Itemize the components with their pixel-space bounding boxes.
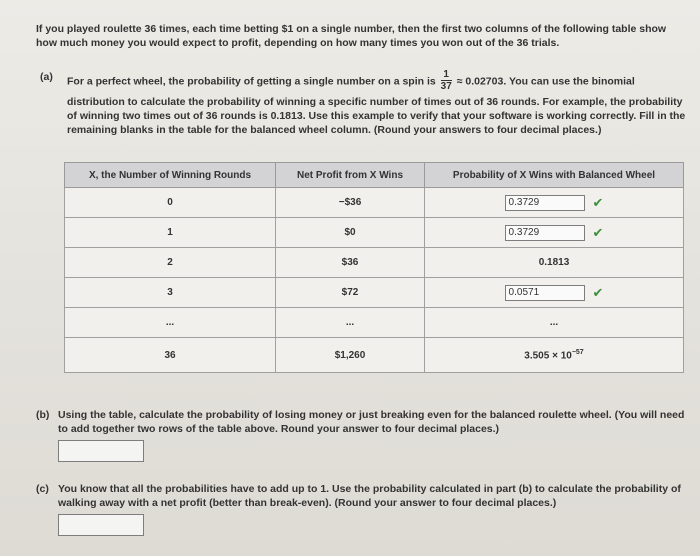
part-a-prefix: For a perfect wheel, the probability of getting a single number on a spin is — [67, 75, 436, 88]
cell-prob — [425, 278, 684, 308]
prob-answer-input-x1[interactable] — [505, 225, 585, 241]
probability-fraction — [441, 69, 452, 92]
correct-check-icon: ✔ — [592, 194, 604, 210]
part-c-answer-input[interactable] — [58, 514, 144, 536]
part-b-answer-input[interactable] — [58, 440, 144, 462]
correct-check-icon: ✔ — [592, 284, 604, 300]
table-row — [65, 188, 684, 218]
intro-text: If you played roulette 36 times, each time betting $1 on a single number, then the first two columns of the following table show how much money you would expect to profit, depending on how many times you won out of the 36 trials. — [36, 23, 667, 49]
cell-x: 3 — [65, 278, 276, 308]
cell-x: 2 — [65, 248, 276, 278]
cell-prob — [425, 338, 684, 373]
cell-x: 1 — [65, 218, 276, 248]
table-row — [65, 278, 684, 308]
prob-answer-input-x0[interactable] — [505, 195, 585, 211]
cell-profit: ... — [276, 308, 425, 338]
header-winning-rounds: X, the Number of Winning Rounds — [65, 163, 276, 188]
fraction-numerator: 1 — [441, 69, 452, 81]
part-b-question: Using the table, calculate the probability of losing money or just breaking even for the balanced roulette wheel. (You will need to add together two rows of the table above. Round your answer to four decimal places.) — [58, 409, 685, 435]
part-a-first-line — [67, 70, 635, 93]
table-row — [65, 248, 684, 278]
cell-x: 0 — [65, 188, 276, 218]
part-c-question: You know that all the probabilities have to add up to 1. Use the probability calculated in part (b) to calculate the probability of walking away with a net profit (better than break-even). (Round your answer to four decimal places.) — [58, 483, 681, 509]
part-b-label: (b) — [36, 409, 50, 421]
cell-prob: 0.1813 — [425, 248, 684, 278]
cell-profit: $36 — [276, 248, 425, 278]
part-c — [36, 482, 686, 510]
part-a-instructions: distribution to calculate the probability of winning a specific number of times out of 36 rounds. For example, the probability of winning two times out of 36 rounds is 0.1813. Use this example to verify that your software is working correctly. Fill in the remaining blanks in the table for the balanced wheel column. (Round your answers to four decimal places.) — [67, 96, 686, 136]
prob-scientific-base: 3.505 × 10 — [524, 350, 572, 362]
table-row — [65, 308, 684, 338]
cell-profit: $0 — [276, 218, 425, 248]
table-row — [65, 338, 684, 373]
cell-prob: ... — [425, 308, 684, 338]
part-c-label: (c) — [36, 483, 49, 495]
cell-prob — [425, 188, 684, 218]
part-b — [36, 408, 686, 436]
cell-profit: −$36 — [276, 188, 425, 218]
part-a-label: (a) — [40, 71, 53, 83]
table-header-row — [65, 163, 684, 188]
part-a-approx: ≈ 0.02703. You can use the binomial — [456, 75, 635, 88]
correct-check-icon: ✔ — [592, 224, 604, 240]
prob-answer-input-x3[interactable] — [505, 285, 585, 301]
fraction-denominator: 37 — [440, 81, 452, 92]
cell-profit: $1,260 — [276, 338, 425, 373]
cell-profit: $72 — [276, 278, 425, 308]
header-probability: Probability of X Wins with Balanced Wheel — [425, 163, 684, 188]
probability-table — [64, 162, 684, 373]
cell-x: ... — [65, 308, 276, 338]
cell-x: 36 — [65, 338, 276, 373]
header-net-profit: Net Profit from X Wins — [276, 163, 425, 188]
prob-scientific-exponent: −57 — [571, 348, 584, 356]
cell-prob — [425, 218, 684, 248]
table-row — [65, 218, 684, 248]
